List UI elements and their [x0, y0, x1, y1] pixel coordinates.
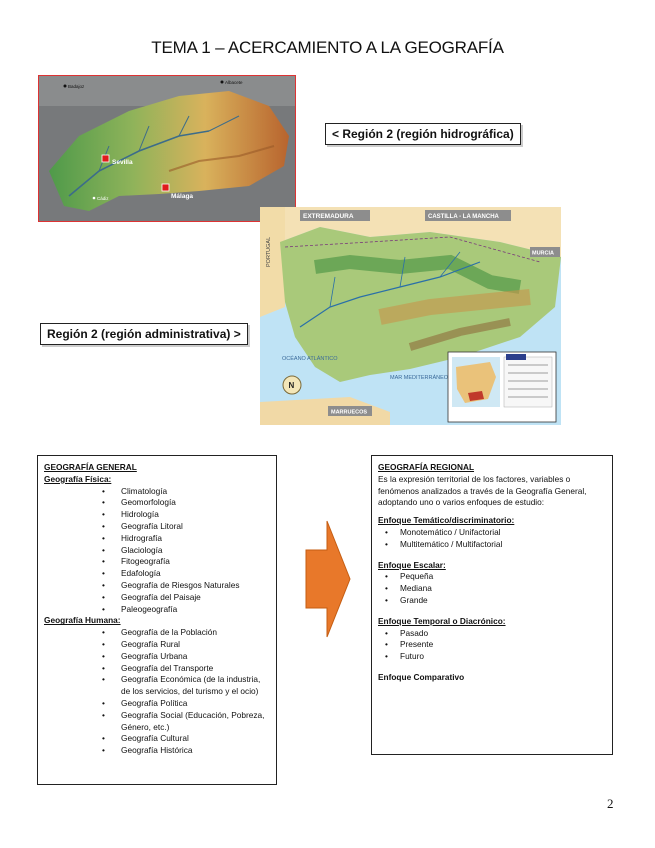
thematic-approach-label: Enfoque Temático/discriminatorio: [378, 515, 515, 526]
callout-hydrographic-region: < Región 2 (región hidrográfica) [325, 123, 521, 145]
list-item: • Geografía Rural [44, 639, 270, 651]
city-sevilla: Sevilla [112, 159, 133, 166]
list-item: • Mediana [378, 583, 606, 595]
general-geography-box [37, 455, 277, 785]
list-item: • Geografía de la Población [44, 627, 270, 639]
physical-geography-label: Geografía Física: [44, 473, 112, 484]
list-item: • Geografía del Paisaje [44, 592, 270, 604]
list-item: • Climatología [44, 486, 270, 498]
list-item: • Geografía Litoral [44, 521, 270, 533]
human-geography-list [44, 627, 270, 757]
list-item: • Pequeña [378, 571, 606, 583]
regional-geography-box [371, 455, 613, 755]
label-castilla-la-mancha: CASTILLA - LA MANCHA [428, 214, 499, 220]
general-geography-heading: GEOGRAFÍA GENERAL [44, 462, 137, 472]
list-item: • Geografía Histórica [44, 745, 270, 757]
list-item: • Geografía del Transporte [44, 663, 270, 675]
physical-geography-list [44, 486, 270, 616]
list-item: • Paleogeografía [44, 604, 270, 616]
list-item: • Geografía Urbana [44, 651, 270, 663]
administrative-map [260, 207, 561, 425]
list-item: • Geomorfología [44, 497, 270, 509]
list-item: • Edafología [44, 568, 270, 580]
compass-n: N [288, 381, 295, 390]
list-item: • Presente [378, 639, 606, 651]
right-arrow-icon [305, 520, 351, 638]
city-albacete: Albacete [225, 80, 243, 85]
regional-geography-description: Es la expresión territorial de los factores, variables o fenómenos analizados a través de la Geografía General, adoptando uno o varios enfoques de estudio: [378, 473, 587, 508]
scalar-approach-label: Enfoque Escalar: [378, 559, 446, 570]
label-extremadura: EXTREMADURA [303, 213, 354, 220]
list-item: • Geografía Cultural [44, 733, 270, 745]
label-mar-mediterraneo: MAR MEDITERRÁNEO [390, 375, 449, 381]
list-item: • Grande [378, 595, 606, 607]
city-cadiz: Cádiz [97, 196, 109, 201]
list-item: • Multitemático / Multifactorial [378, 539, 606, 551]
list-item: • Geografía Económica (de la industria, de los servicios, del turismo y el ocio) [44, 674, 270, 698]
hydrographic-map-image [39, 76, 295, 221]
list-item: • Hidrología [44, 509, 270, 521]
comparative-approach-label: Enfoque Comparativo [378, 671, 465, 682]
scalar-approach-list [378, 571, 606, 606]
city-badajoz: Badajoz [68, 84, 85, 89]
list-item: • Geografía Social (Educación, Pobreza, Género, etc.) [44, 710, 270, 734]
label-oceano-atlantico: OCÉANO ATLÁNTICO [282, 356, 338, 362]
list-item: • Futuro [378, 651, 606, 663]
temporal-approach-label: Enfoque Temporal o Diacrónico: [378, 615, 506, 626]
page-number: 2 [607, 796, 614, 811]
list-item: • Geografía Política [44, 698, 270, 710]
list-item: • Hidrografía [44, 533, 270, 545]
administrative-map-image [260, 207, 561, 425]
hydrographic-map [38, 75, 296, 222]
thematic-approach-list [378, 527, 606, 551]
callout-administrative-region: Región 2 (región administrativa) > [40, 323, 248, 345]
list-item: • Pasado [378, 628, 606, 640]
label-marruecos: MARRUECOS [331, 409, 368, 416]
human-geography-label: Geografía Humana: [44, 615, 121, 626]
page-title: TEMA 1 – ACERCAMIENTO A LA GEOGRAFÍA [151, 38, 504, 57]
list-item: • Fitogeografía [44, 556, 270, 568]
list-item: • Glaciología [44, 545, 270, 557]
list-item: • Geografía de Riesgos Naturales [44, 580, 270, 592]
temporal-approach-list [378, 628, 606, 663]
label-murcia: MURCIA [532, 250, 554, 257]
list-item: • Monotemático / Unifactorial [378, 527, 606, 539]
city-malaga: Málaga [171, 193, 194, 200]
label-portugal: PORTUGAL [266, 236, 272, 267]
regional-geography-heading: GEOGRAFÍA REGIONAL [378, 462, 475, 472]
